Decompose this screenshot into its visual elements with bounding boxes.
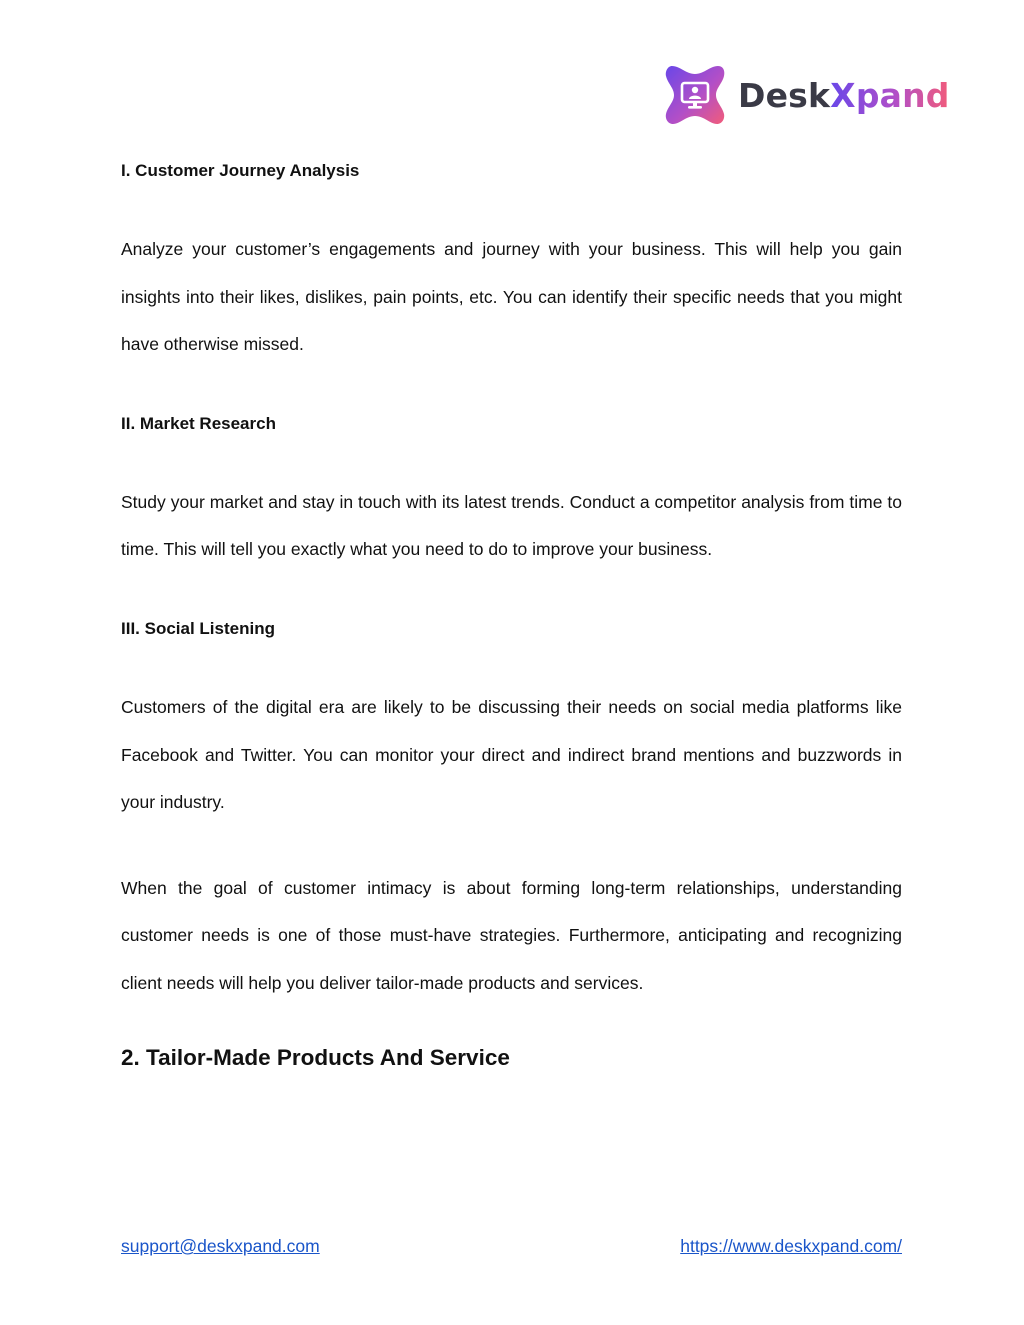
support-email-link[interactable]: support@deskxpand.com — [121, 1236, 320, 1256]
section-heading-market-research: II. Market Research — [121, 413, 276, 433]
brand-name-part1: Desk — [738, 75, 831, 115]
website-link[interactable]: https://www.deskxpand.com/ — [680, 1236, 902, 1256]
section-heading-customer-journey: I. Customer Journey Analysis — [121, 161, 360, 180]
page-footer — [121, 1236, 902, 1257]
brand-name-part2: Xpand — [830, 75, 950, 115]
section-heading-social-listening: III. Social Listening — [121, 618, 275, 638]
document-body — [121, 154, 902, 1078]
closing-paragraph: When the goal of customer intimacy is about forming long-term relationships, understanding customer needs is one of those must-have strategies. Furthermore, anticipating and recognizing client needs will help you deliver tailor-made products and services. — [121, 877, 902, 993]
brand-wordmark — [738, 76, 950, 115]
monitor-person-icon — [662, 62, 728, 128]
section-paragraph-customer-journey: Analyze your customer’s engagements and journey with your business. This will help you gain insights into their likes, dislikes, pain points, etc. You can identify their specific needs that you might have otherwise missed. — [121, 239, 902, 355]
section-paragraph-social-listening: Customers of the digital era are likely to be discussing their needs on social media platforms like Facebook and Twitter. You can monitor your direct and indirect brand mentions and buzzwords in your industry. — [121, 696, 902, 813]
next-section-heading: 2. Tailor-Made Products And Service — [121, 1044, 510, 1070]
brand-logo — [662, 60, 952, 130]
section-paragraph-market-research: Study your market and stay in touch with its latest trends. Conduct a competitor analysis from time to time. This will tell you exactly what you need to do to improve your business. — [121, 491, 902, 560]
